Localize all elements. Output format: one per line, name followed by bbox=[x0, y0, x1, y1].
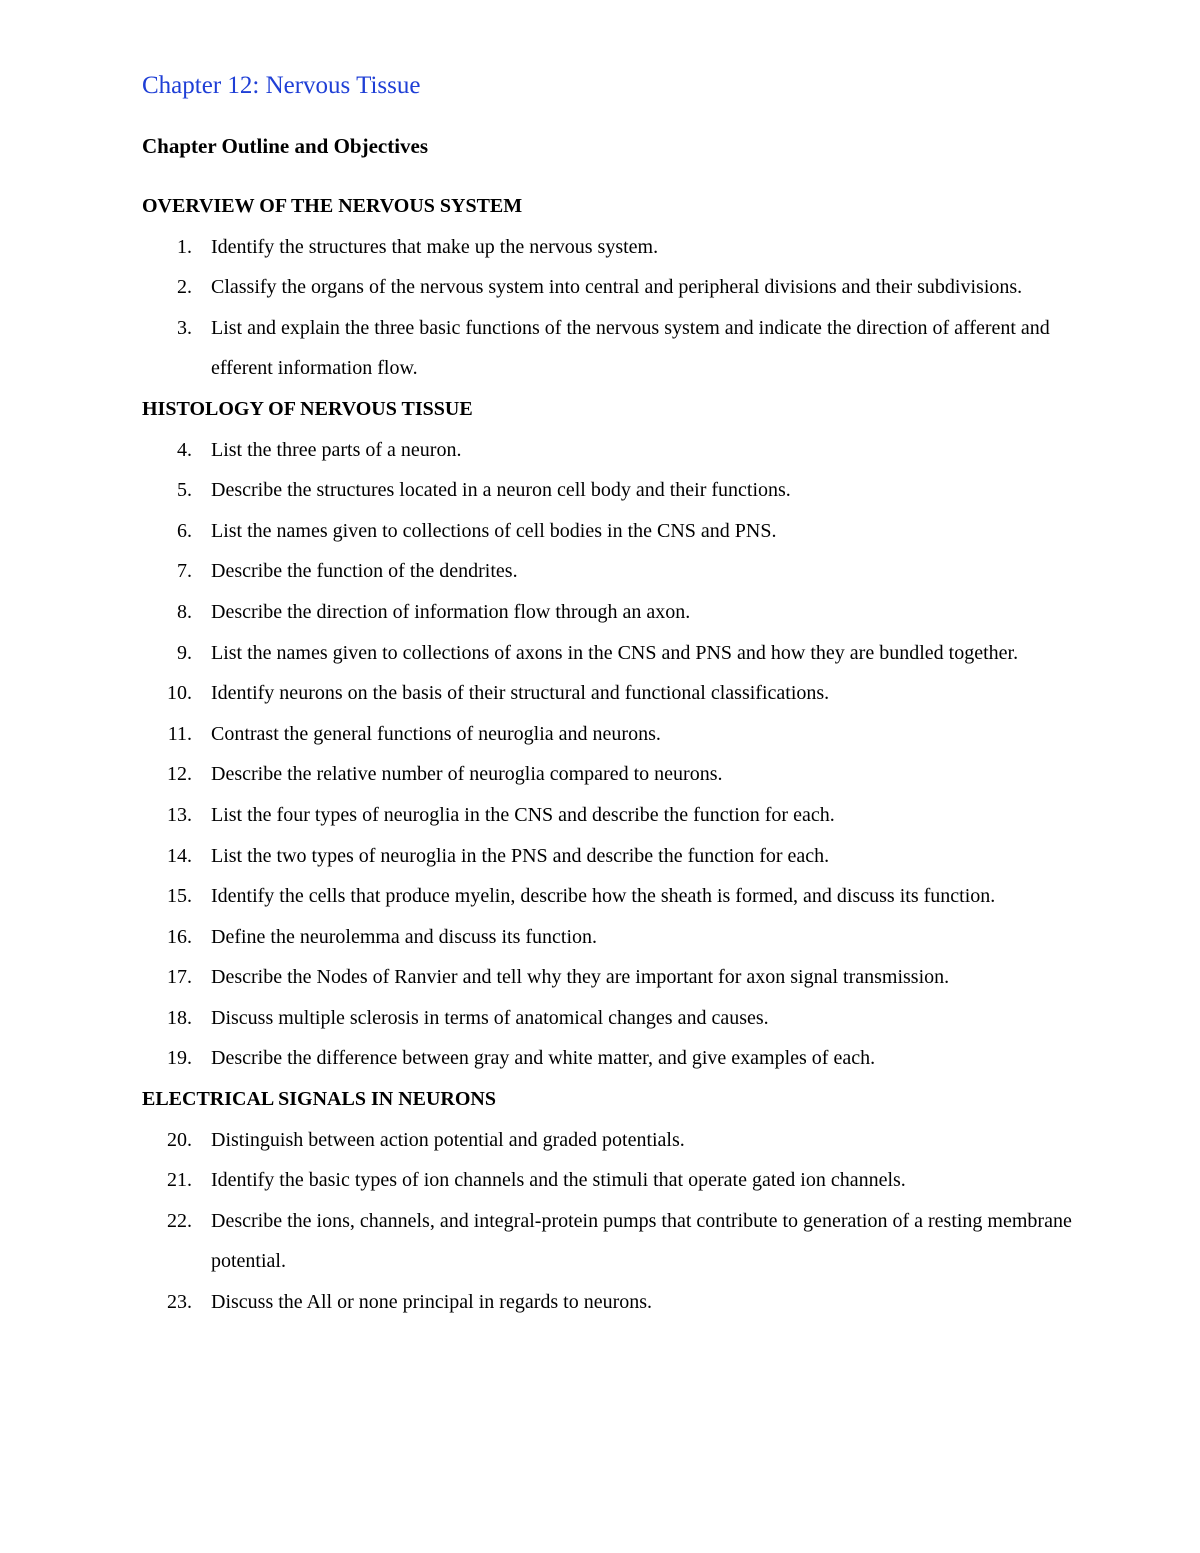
objective-item bbox=[142, 308, 1072, 389]
objective-text: Contrast the general functions of neuroglia and neurons. bbox=[211, 722, 661, 745]
objective-number: 2. bbox=[177, 276, 192, 299]
objective-text: Identify the structures that make up the nervous system. bbox=[211, 235, 659, 258]
objective-text: List the three parts of a neuron. bbox=[211, 438, 462, 461]
objective-item bbox=[142, 511, 1072, 552]
objective-number: 22. bbox=[167, 1209, 192, 1232]
objective-text: Discuss the All or none principal in regards to neurons. bbox=[211, 1291, 653, 1314]
chapter-title: Chapter 12: Nervous Tissue bbox=[142, 72, 421, 99]
objective-item bbox=[142, 227, 1072, 268]
objective-text: Identify the basic types of ion channels and the stimuli that operate gated ion channels. bbox=[211, 1169, 906, 1192]
objective-text: List the names given to collections of cell bodies in the CNS and PNS. bbox=[211, 519, 777, 542]
objective-item bbox=[142, 1120, 1072, 1161]
objective-text: Identify the cells that produce myelin, describe how the sheath is formed, and discuss its function. bbox=[211, 885, 996, 908]
objective-item bbox=[142, 1038, 1072, 1079]
objective-text: List and explain the three basic functions of the nervous system and indicate the direction of afferent and efferent information flow. bbox=[211, 316, 1050, 380]
objective-number: 14. bbox=[167, 844, 192, 867]
objective-number: 11. bbox=[167, 722, 192, 745]
objective-number: 1. bbox=[177, 235, 192, 258]
objective-text: Describe the ions, channels, and integral-protein pumps that contribute to generation of a resting membrane potential. bbox=[211, 1209, 1072, 1273]
section-overview bbox=[142, 186, 1072, 389]
objective-text: Describe the structures located in a neuron cell body and their functions. bbox=[211, 479, 791, 502]
objective-text: Describe the direction of information flow through an axon. bbox=[211, 600, 691, 623]
objective-list bbox=[142, 227, 1072, 389]
objective-number: 13. bbox=[167, 803, 192, 826]
objective-number: 21. bbox=[167, 1169, 192, 1192]
objective-item bbox=[142, 673, 1072, 714]
objective-list bbox=[142, 430, 1072, 1080]
objective-item bbox=[142, 633, 1072, 674]
objective-item bbox=[142, 551, 1072, 592]
objective-text: Distinguish between action potential and graded potentials. bbox=[211, 1128, 685, 1151]
objective-number: 17. bbox=[167, 966, 192, 989]
objective-text: Classify the organs of the nervous system into central and peripheral divisions and their subdivisions. bbox=[211, 276, 1023, 299]
section-heading: ELECTRICAL SIGNALS IN NEURONS bbox=[142, 1088, 496, 1111]
objective-item bbox=[142, 267, 1072, 308]
objective-item bbox=[142, 1201, 1072, 1282]
objective-text: List the four types of neuroglia in the CNS and describe the function for each. bbox=[211, 803, 835, 826]
objective-text: List the names given to collections of axons in the CNS and PNS and how they are bundled together. bbox=[211, 641, 1019, 664]
objective-item bbox=[142, 836, 1072, 877]
objective-number: 9. bbox=[177, 641, 192, 664]
objective-number: 5. bbox=[177, 479, 192, 502]
objective-item bbox=[142, 592, 1072, 633]
section-histology bbox=[142, 389, 1072, 1079]
objective-text: Describe the relative number of neuroglia compared to neurons. bbox=[211, 763, 723, 786]
objective-number: 19. bbox=[167, 1047, 192, 1070]
objective-item bbox=[142, 714, 1072, 755]
objective-number: 12. bbox=[167, 763, 192, 786]
objective-number: 16. bbox=[167, 925, 192, 948]
objective-item bbox=[142, 430, 1072, 471]
objective-item bbox=[142, 957, 1072, 998]
section-heading: OVERVIEW OF THE NERVOUS SYSTEM bbox=[142, 195, 523, 217]
objective-number: 8. bbox=[177, 600, 192, 623]
objective-text: List the two types of neuroglia in the PNS and describe the function for each. bbox=[211, 844, 830, 867]
objective-number: 6. bbox=[177, 519, 192, 542]
objective-number: 7. bbox=[177, 560, 192, 583]
objective-number: 4. bbox=[177, 438, 192, 461]
section-electrical-signals bbox=[142, 1079, 1072, 1323]
objective-text: Describe the difference between gray and white matter, and give examples of each. bbox=[211, 1047, 876, 1070]
objective-number: 20. bbox=[167, 1128, 192, 1151]
objective-text: Identify neurons on the basis of their structural and functional classifications. bbox=[211, 682, 830, 705]
objective-text: Define the neurolemma and discuss its function. bbox=[211, 925, 598, 948]
outline-heading: Chapter Outline and Objectives bbox=[142, 134, 429, 158]
objective-item bbox=[142, 876, 1072, 917]
objective-number: 15. bbox=[167, 885, 192, 908]
objective-text: Discuss multiple sclerosis in terms of anatomical changes and causes. bbox=[211, 1006, 769, 1029]
objective-item bbox=[142, 795, 1072, 836]
section-heading: HISTOLOGY OF NERVOUS TISSUE bbox=[142, 397, 473, 420]
objective-item bbox=[142, 470, 1072, 511]
objective-number: 10. bbox=[167, 682, 192, 705]
objective-item bbox=[142, 998, 1072, 1039]
objective-number: 23. bbox=[167, 1291, 192, 1314]
objectives-content bbox=[142, 186, 1072, 1323]
objective-number: 18. bbox=[167, 1006, 192, 1029]
objective-number: 3. bbox=[177, 316, 192, 339]
objective-item bbox=[142, 754, 1072, 795]
objective-text: Describe the Nodes of Ranvier and tell why they are important for axon signal transmission. bbox=[211, 966, 950, 989]
objective-item bbox=[142, 917, 1072, 958]
objective-item bbox=[142, 1160, 1072, 1201]
objective-item bbox=[142, 1282, 1072, 1323]
objective-text: Describe the function of the dendrites. bbox=[211, 560, 518, 583]
objective-list bbox=[142, 1120, 1072, 1323]
